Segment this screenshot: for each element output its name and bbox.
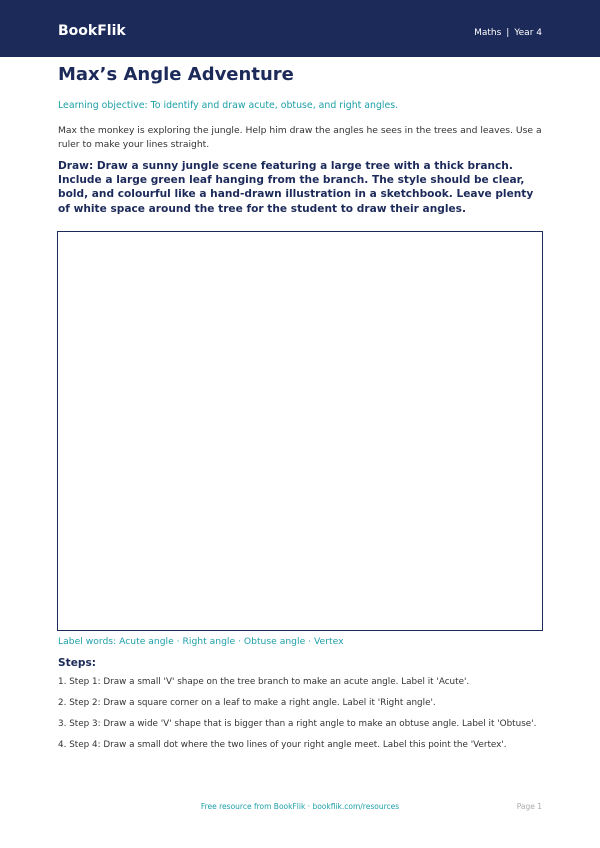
intro-text: Max the monkey is exploring the jungle. Help him draw the angles he sees in the trees and leaves. Use a ruler to make your lines straight. (58, 125, 542, 150)
page-header (0, 0, 600, 57)
step-item: 2. Step 2: Draw a square corner on a leaf to make a right angle. Label it 'Right angle'. (58, 698, 436, 708)
steps-list (58, 676, 558, 760)
header-meta (474, 28, 542, 38)
year-label: Year 4 (514, 28, 542, 38)
steps-heading: Steps: (58, 657, 97, 669)
step-item: 4. Step 4: Draw a small dot where the two lines of your right angle meet. Label this point the 'Vertex'. (58, 740, 507, 750)
label-words: Label words: Acute angle · Right angle · Obtuse angle · Vertex (58, 636, 344, 647)
draw-prompt: Draw: Draw a sunny jungle scene featuring a large tree with a thick branch. Include a large green leaf hanging from the branch. The style should be clear, bold, and colourful like a hand-drawn illustration in a sketchbook. Leave plenty of white space around the tree for the student to draw their angles. (58, 160, 534, 215)
brand-logo-text: BookFlik (58, 23, 126, 39)
step-item: 1. Step 1: Draw a small 'V' shape on the tree branch to make an acute angle. Label it 'Acute'. (58, 677, 470, 687)
subject-label: Maths (474, 28, 502, 38)
meta-separator: | (506, 28, 510, 38)
page-number: Page 1 (516, 802, 542, 811)
page-title: Max’s Angle Adventure (58, 64, 294, 85)
learning-objective: Learning objective: To identify and draw acute, obtuse, and right angles. (58, 100, 399, 111)
drawing-area[interactable] (57, 231, 543, 631)
footer-link[interactable]: Free resource from BookFlik · bookflik.com/resources (200, 802, 400, 811)
step-item: 3. Step 3: Draw a wide 'V' shape that is bigger than a right angle to make an obtuse angle. Label it 'Obtuse'. (58, 719, 537, 729)
